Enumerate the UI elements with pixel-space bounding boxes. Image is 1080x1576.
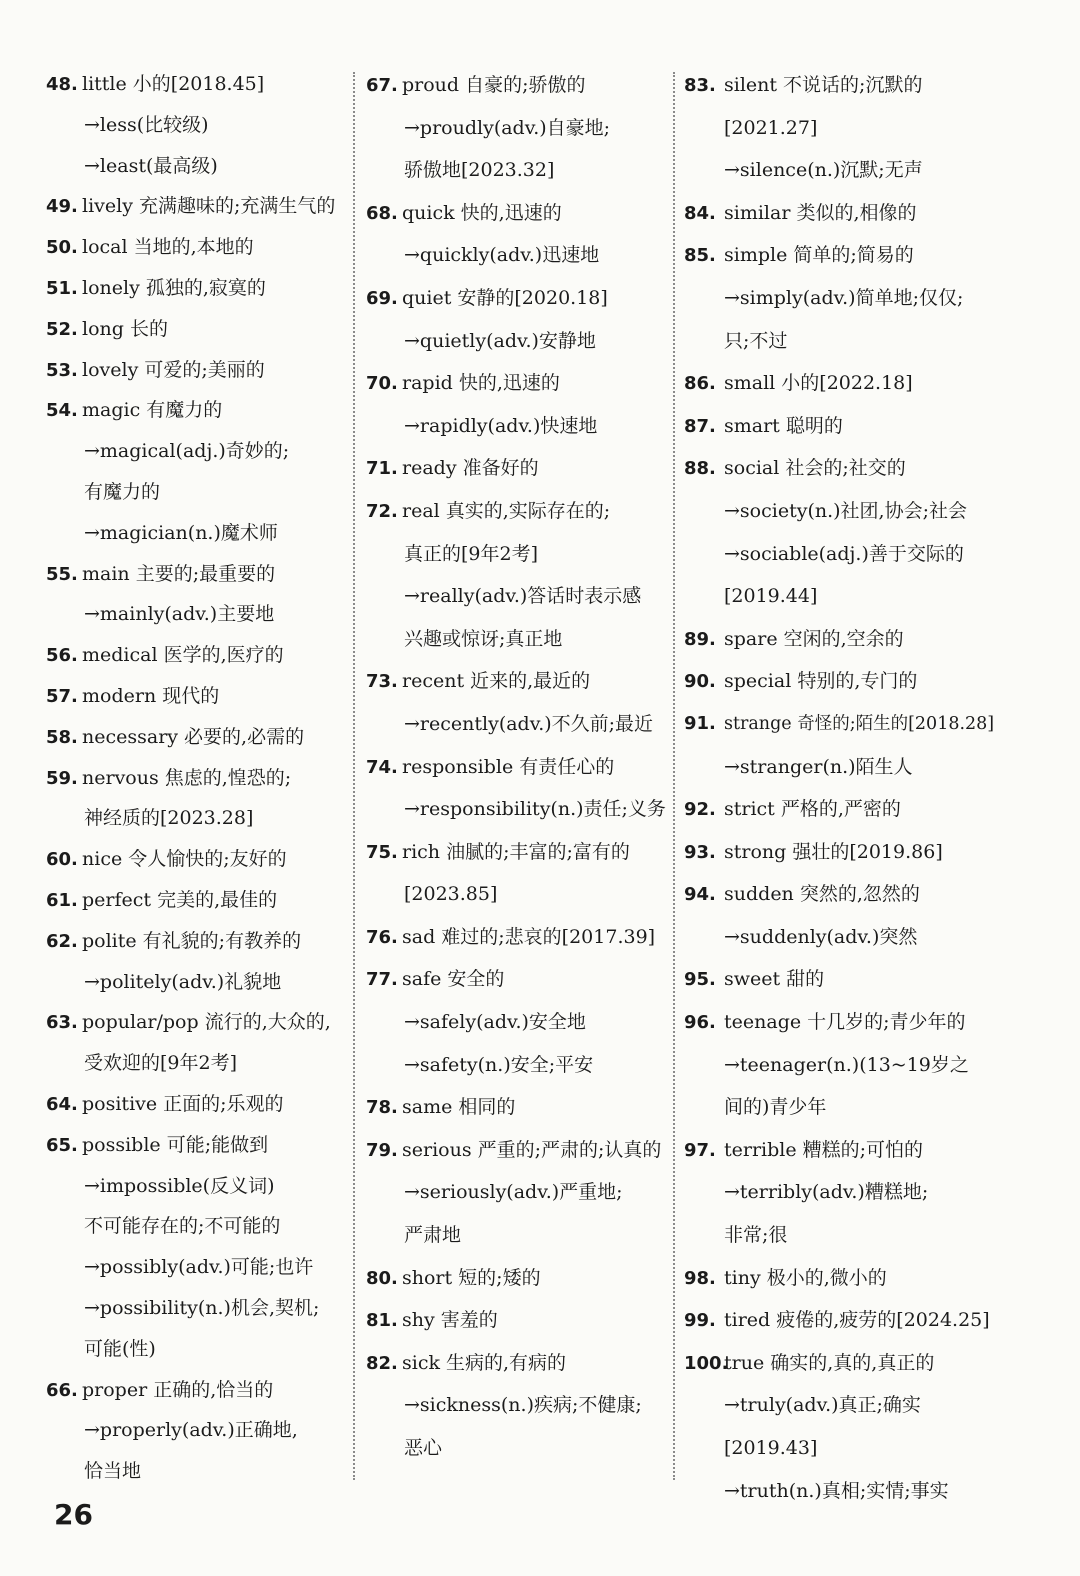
vocab-entry — [46, 1002, 351, 1043]
entry-text: long 长的 — [82, 317, 168, 340]
vocab-entry — [46, 1370, 351, 1411]
entry-text: 恶心 — [404, 1437, 443, 1459]
entry-text: →terribly(adv.)糟糕地; — [724, 1181, 929, 1204]
vocab-entry-continuation — [366, 107, 672, 150]
entry-text: tiny 极小的,微小的 — [724, 1266, 887, 1289]
entry-number: 95. — [684, 969, 716, 991]
entry-text: 恰当地 — [84, 1460, 142, 1483]
entry-number: 83. — [684, 75, 716, 96]
vocab-entry — [46, 64, 351, 105]
vocab-entry — [46, 1125, 351, 1166]
entry-text: 真正的[9年2考] — [404, 542, 539, 565]
vocab-entry — [46, 635, 351, 676]
entry-number: 58. — [46, 726, 78, 748]
entry-text: →impossible(反义词) — [84, 1174, 275, 1197]
vocab-entry — [46, 186, 351, 227]
vocab-entry — [684, 1299, 994, 1342]
entry-text: magic 有魔力的 — [82, 399, 223, 422]
entry-text: 神经质的[2023.28] — [84, 807, 254, 830]
column-divider — [353, 72, 355, 1480]
entry-text: →truly(adv.)真正;确实 — [724, 1394, 921, 1417]
vocab-entry — [366, 958, 672, 1001]
vocab-entry — [46, 268, 351, 309]
entry-text: →less(比较级) — [84, 113, 209, 136]
entry-text: recent 近来的,最近的 — [402, 670, 591, 693]
vocab-entry — [366, 916, 672, 959]
entry-text: →recently(adv.)不久前;最近 — [404, 712, 654, 735]
vocab-entry — [46, 390, 351, 431]
entry-number: 87. — [684, 415, 716, 437]
entry-text: social 社会的;社交的 — [724, 457, 906, 480]
vocabulary-column-1 — [46, 64, 351, 1492]
vocab-entry — [366, 1129, 672, 1172]
vocab-entry — [46, 717, 351, 758]
entry-text: quick 快的,迅速的 — [402, 201, 562, 224]
vocab-entry — [46, 350, 351, 391]
entry-text: shy 害羞的 — [402, 1309, 498, 1332]
vocab-entry-continuation — [366, 575, 672, 618]
vocab-entry — [46, 1084, 351, 1125]
entry-text: proud 自豪的;骄傲的 — [402, 74, 586, 96]
entry-number: 75. — [366, 841, 398, 863]
entry-text: lovely 可爱的;美丽的 — [82, 358, 265, 381]
vocab-entry-continuation — [46, 146, 351, 187]
entry-number: 70. — [366, 373, 398, 395]
vocab-entry-continuation — [366, 873, 672, 916]
entry-text: ready 准备好的 — [402, 457, 539, 480]
entry-text: necessary 必要的,必需的 — [82, 725, 305, 748]
vocab-entry-continuation — [366, 1384, 672, 1427]
entry-number: 92. — [684, 799, 716, 821]
entry-text: →sociable(adj.)善于交际的 — [724, 542, 964, 565]
vocab-entry — [46, 309, 351, 350]
vocab-entry — [684, 447, 994, 490]
entry-text: same 相同的 — [402, 1096, 516, 1119]
entry-number: 74. — [366, 756, 398, 778]
entry-text: positive 正面的;乐观的 — [82, 1092, 284, 1115]
vocab-entry-continuation — [46, 798, 351, 839]
entry-text: smart 聪明的 — [724, 414, 843, 437]
page-number: 26 — [54, 1498, 93, 1531]
entry-number: 85. — [684, 245, 716, 267]
entry-number: 76. — [366, 926, 398, 948]
entry-text: →mainly(adv.)主要地 — [84, 603, 275, 626]
vocab-entry-continuation — [366, 1001, 672, 1044]
vocab-entry-continuation — [46, 1329, 351, 1370]
entry-text: →really(adv.)答话时表示感 — [404, 585, 642, 608]
entry-text: →possibility(n.)机会,契机; — [84, 1296, 320, 1319]
entry-text: simple 简单的;简易的 — [724, 244, 914, 267]
entry-number: 79. — [366, 1139, 398, 1161]
vocab-entry-continuation — [46, 472, 351, 513]
entry-number: 99. — [684, 1310, 716, 1332]
entry-number: 100. — [684, 1352, 729, 1374]
entry-text: true 确实的,真的,真正的 — [724, 1351, 935, 1374]
vocab-entry-continuation — [366, 618, 672, 661]
entry-number: 66. — [46, 1379, 78, 1401]
vocab-entry — [684, 958, 994, 1001]
entry-number: 86. — [684, 373, 716, 395]
entry-text: →politely(adv.)礼貌地 — [84, 970, 282, 993]
vocab-entry-continuation — [46, 513, 351, 554]
vocab-entry-continuation — [366, 149, 672, 192]
vocab-entry — [46, 554, 351, 595]
entry-text: spare 空闲的,空余的 — [724, 627, 904, 650]
entry-number: 88. — [684, 458, 716, 480]
entry-text: quiet 安静的[2020.18] — [402, 286, 608, 309]
entry-number: 90. — [684, 671, 716, 693]
vocab-entry-continuation — [684, 1171, 994, 1214]
vocab-entry — [684, 1342, 994, 1385]
entry-text: 受欢迎的[9年2考] — [84, 1052, 238, 1075]
vocab-entry-continuation — [684, 1470, 994, 1513]
vocab-entry — [366, 447, 672, 490]
entry-text: [2023.85] — [404, 883, 498, 906]
entry-number: 82. — [366, 1352, 398, 1374]
entry-text: rapid 快的,迅速的 — [402, 372, 560, 395]
vocab-entry — [684, 405, 994, 448]
vocabulary-column-3 — [684, 64, 994, 1512]
entry-text: strong 强壮的[2019.86] — [724, 840, 943, 863]
entry-text: perfect 完美的,最佳的 — [82, 888, 278, 911]
vocab-entry-continuation — [46, 431, 351, 472]
vocab-entry — [46, 839, 351, 880]
entry-text: nervous 焦虑的,惶恐的; — [82, 766, 292, 789]
vocab-entry — [684, 362, 994, 405]
entry-text: special 特别的,专门的 — [724, 670, 918, 693]
vocab-entry — [366, 362, 672, 405]
vocab-entry-continuation — [46, 1288, 351, 1329]
entry-text: sick 生病的,有病的 — [402, 1351, 567, 1374]
entry-number: 69. — [366, 287, 398, 309]
entry-text: little 小的[2018.45] — [82, 73, 265, 95]
entry-text: teenage 十几岁的;青少年的 — [724, 1011, 966, 1034]
vocab-entry-continuation — [684, 533, 994, 576]
vocab-entry — [684, 1257, 994, 1300]
entry-number: 50. — [46, 237, 78, 259]
vocab-entry-continuation — [684, 1044, 994, 1087]
vocab-entry-continuation — [684, 320, 994, 363]
entry-text: nice 令人愉快的;友好的 — [82, 848, 287, 871]
entry-text: medical 医学的,医疗的 — [82, 644, 284, 667]
vocab-entry — [684, 618, 994, 661]
entry-text: local 当地的,本地的 — [82, 236, 254, 259]
entry-number: 67. — [366, 75, 398, 96]
entry-number: 91. — [684, 712, 716, 734]
vocab-entry — [684, 873, 994, 916]
entry-number: 63. — [46, 1012, 78, 1034]
entry-text: →magician(n.)魔术师 — [84, 521, 278, 544]
vocab-entry-continuation — [46, 962, 351, 1003]
entry-text: sad 难过的;悲哀的[2017.39] — [402, 925, 656, 948]
entry-text: →possibly(adv.)可能;也许 — [84, 1256, 314, 1279]
vocab-entry-continuation — [684, 1427, 994, 1470]
entry-text: 可能(性) — [84, 1337, 156, 1360]
vocab-entry-continuation — [46, 1043, 351, 1084]
entry-text: →teenager(n.)(13~19岁之 — [724, 1053, 969, 1076]
entry-text: →seriously(adv.)严重地; — [404, 1181, 623, 1204]
entry-number: 55. — [46, 563, 78, 585]
entry-number: 97. — [684, 1139, 716, 1161]
entry-number: 61. — [46, 889, 78, 911]
vocab-entry-continuation — [366, 788, 672, 831]
vocab-entry — [46, 758, 351, 799]
entry-text: 只;不过 — [724, 329, 788, 352]
entry-text: terrible 糟糕的;可怕的 — [724, 1138, 924, 1161]
entry-number: 51. — [46, 277, 78, 299]
entry-number: 98. — [684, 1267, 716, 1289]
vocab-entry-continuation — [46, 1206, 351, 1247]
vocab-entry — [684, 192, 994, 235]
entry-text: responsible 有责任心的 — [402, 755, 615, 778]
entry-text: →truth(n.)真相;实情;事实 — [724, 1479, 949, 1502]
vocab-entry-continuation — [46, 594, 351, 635]
entry-text: similar 类似的,相像的 — [724, 201, 917, 224]
entry-text: popular/pop 流行的,大众的, — [82, 1011, 331, 1034]
column-divider — [673, 72, 675, 1480]
entry-text: →silence(n.)沉默;无声 — [724, 159, 923, 182]
vocab-entry — [46, 227, 351, 268]
entry-number: 57. — [46, 685, 78, 707]
entry-number: 65. — [46, 1134, 78, 1156]
entry-text: lively 充满趣味的;充满生气的 — [82, 195, 336, 218]
vocab-entry-continuation — [46, 105, 351, 146]
vocab-entry — [366, 192, 672, 235]
vocab-entry-continuation — [684, 1214, 994, 1257]
entry-number: 84. — [684, 202, 716, 224]
entry-text: strange 奇怪的;陌生的[2018.28] — [724, 713, 995, 734]
entry-text: →simply(adv.)简单地;仅仅; — [724, 286, 964, 309]
entry-text: →quickly(adv.)迅速地 — [404, 244, 600, 267]
vocab-entry — [46, 880, 351, 921]
entry-text: →suddenly(adv.)突然 — [724, 925, 918, 948]
vocab-entry — [684, 703, 994, 746]
vocab-entry-continuation — [366, 703, 672, 746]
vocab-entry-continuation — [46, 1247, 351, 1288]
entry-number: 59. — [46, 767, 78, 789]
entry-text: →magical(adj.)奇妙的; — [84, 440, 290, 463]
entry-text: 骄傲地[2023.32] — [404, 159, 555, 182]
entry-text: →sickness(n.)疾病;不健康; — [404, 1394, 642, 1417]
vocab-entry-continuation — [684, 107, 994, 150]
entry-text: silent 不说话的;沉默的 — [724, 74, 923, 96]
vocab-entry — [684, 1001, 994, 1044]
entry-number: 81. — [366, 1310, 398, 1332]
vocab-entry-continuation — [366, 320, 672, 363]
entry-text: →proudly(adv.)自豪地; — [404, 116, 611, 139]
entry-number: 73. — [366, 671, 398, 693]
entry-text: rich 油腻的;丰富的;富有的 — [402, 840, 630, 863]
entry-number: 49. — [46, 196, 78, 218]
vocab-entry-continuation — [46, 1410, 351, 1451]
vocab-entry — [366, 1257, 672, 1300]
vocab-entry — [366, 1086, 672, 1129]
entry-text: →safety(n.)安全;平安 — [404, 1053, 594, 1076]
entry-number: 60. — [46, 849, 78, 871]
entry-text: sweet 甜的 — [724, 968, 825, 991]
vocab-entry — [366, 1342, 672, 1385]
entry-text: →safely(adv.)安全地 — [404, 1011, 586, 1034]
entry-text: →society(n.)社团,协会;社会 — [724, 499, 967, 522]
entry-text: →least(最高级) — [84, 154, 218, 177]
vocab-entry — [366, 64, 672, 107]
entry-text: small 小的[2022.18] — [724, 372, 913, 395]
entry-text: →properly(adv.)正确地, — [84, 1419, 298, 1442]
entry-number: 93. — [684, 841, 716, 863]
entry-text: lonely 孤独的,寂寞的 — [82, 276, 266, 299]
entry-text: →rapidly(adv.)快速地 — [404, 414, 598, 437]
vocab-entry — [366, 490, 672, 533]
entry-text: 不可能存在的;不可能的 — [84, 1215, 281, 1238]
vocab-entry-continuation — [684, 746, 994, 789]
vocab-entry-continuation — [366, 1214, 672, 1257]
entry-text: polite 有礼貌的;有教养的 — [82, 929, 302, 952]
vocab-entry-continuation — [366, 1427, 672, 1470]
vocab-entry-continuation — [684, 149, 994, 192]
entry-number: 77. — [366, 969, 398, 991]
vocab-entry — [366, 1299, 672, 1342]
entry-text: serious 严重的;严肃的;认真的 — [402, 1138, 662, 1161]
entry-number: 94. — [684, 884, 716, 906]
entry-number: 78. — [366, 1097, 398, 1119]
entry-number: 54. — [46, 400, 78, 422]
vocab-entry-continuation — [684, 277, 994, 320]
vocab-entry-continuation — [366, 533, 672, 576]
entry-text: [2019.43] — [724, 1437, 818, 1459]
vocab-entry-continuation — [366, 1171, 672, 1214]
vocab-entry — [684, 788, 994, 831]
entry-number: 80. — [366, 1267, 398, 1289]
vocab-entry — [46, 676, 351, 717]
entry-text: modern 现代的 — [82, 684, 220, 707]
vocab-entry-continuation — [684, 1086, 994, 1129]
vocabulary-column-2 — [366, 64, 672, 1470]
entry-text: real 真实的,实际存在的; — [402, 499, 611, 522]
vocab-entry — [366, 660, 672, 703]
entry-text: 有魔力的 — [84, 480, 161, 503]
entry-text: short 短的;矮的 — [402, 1266, 541, 1289]
entry-text: [2019.44] — [724, 585, 818, 608]
vocab-entry — [366, 746, 672, 789]
vocab-entry — [366, 277, 672, 320]
vocab-entry — [684, 64, 994, 107]
entry-text: strict 严格的,严密的 — [724, 798, 901, 821]
vocab-entry-continuation — [46, 1166, 351, 1207]
entry-text: →responsibility(n.)责任;义务 — [404, 798, 666, 821]
entry-text: main 主要的;最重要的 — [82, 562, 276, 585]
entry-number: 56. — [46, 645, 78, 667]
vocab-entry — [366, 831, 672, 874]
vocab-entry-continuation — [366, 1044, 672, 1087]
entry-number: 72. — [366, 500, 398, 522]
entry-number: 71. — [366, 458, 398, 480]
entry-text: safe 安全的 — [402, 968, 505, 991]
vocab-entry — [46, 921, 351, 962]
entry-text: proper 正确的,恰当的 — [82, 1378, 274, 1401]
entry-number: 52. — [46, 318, 78, 340]
entry-number: 68. — [366, 202, 398, 224]
vocab-entry-continuation — [684, 916, 994, 959]
vocab-entry-continuation — [684, 1384, 994, 1427]
entry-text: 兴趣或惊讶;真正地 — [404, 627, 563, 650]
entry-number: 89. — [684, 628, 716, 650]
entry-number: 53. — [46, 359, 78, 381]
vocab-entry-continuation — [46, 1451, 351, 1492]
entry-text: tired 疲倦的,疲劳的[2024.25] — [724, 1309, 990, 1332]
entry-number: 62. — [46, 930, 78, 952]
entry-text: 严肃地 — [404, 1224, 462, 1247]
entry-number: 64. — [46, 1093, 78, 1115]
entry-text: [2021.27] — [724, 116, 818, 139]
entry-number: 96. — [684, 1012, 716, 1034]
entry-text: →stranger(n.)陌生人 — [724, 755, 913, 778]
entry-text: 非常;很 — [724, 1224, 788, 1247]
vocab-entry — [684, 234, 994, 277]
vocab-entry-continuation — [684, 575, 994, 618]
vocab-entry — [684, 831, 994, 874]
vocab-entry-continuation — [366, 405, 672, 448]
entry-number: 48. — [46, 74, 78, 95]
vocab-entry-continuation — [684, 490, 994, 533]
vocab-entry — [684, 1129, 994, 1172]
entry-text: →quietly(adv.)安静地 — [404, 329, 596, 352]
vocab-entry — [684, 660, 994, 703]
vocab-entry-continuation — [366, 234, 672, 277]
entry-text: possible 可能;能做到 — [82, 1133, 269, 1156]
entry-text: sudden 突然的,忽然的 — [724, 883, 920, 906]
entry-text: 间的)青少年 — [724, 1096, 827, 1119]
